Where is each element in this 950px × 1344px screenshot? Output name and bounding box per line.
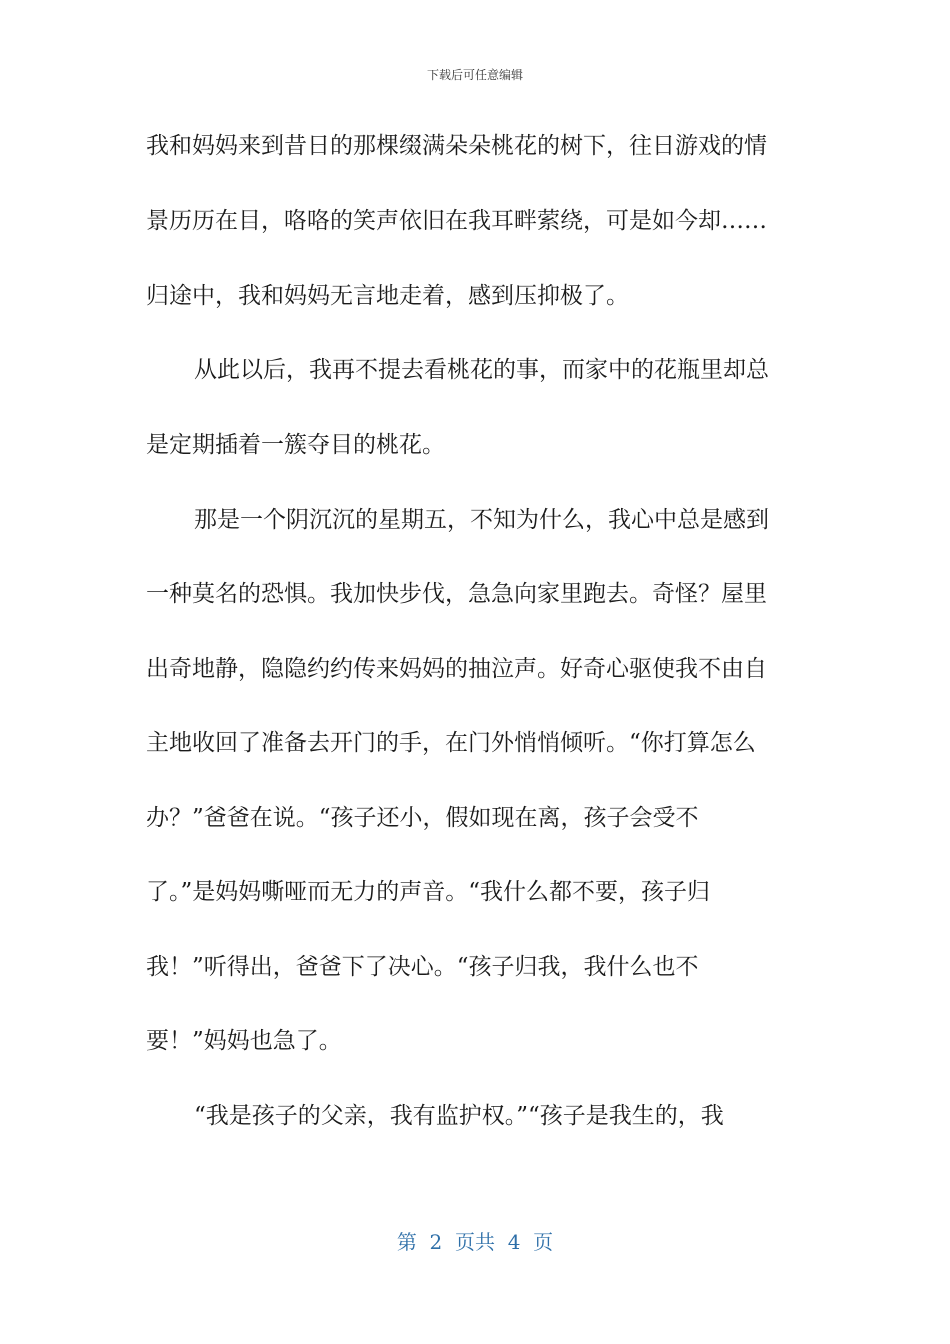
text-line: 归途中，我和妈妈无言地走着，感到压抑极了。 (146, 283, 629, 309)
paragraph-first-line: 从此以后，我再不提去看桃花的事，而家中的花瓶里却总 (194, 357, 769, 383)
text-line: 要！”妈妈也急了。 (146, 1028, 342, 1054)
text-line: 出奇地静，隐隐约约传来妈妈的抽泣声。好奇心驱使我不由自 (146, 656, 767, 682)
text-line: 了。”是妈妈嘶哑而无力的声音。“我什么都不要，孩子归 (146, 879, 711, 905)
page-footer: 第 2 页共 4 页 (396, 1230, 554, 1254)
page-header: 下载后可任意编辑 (426, 68, 523, 82)
text-line: 主地收回了准备去开门的手，在门外悄悄倾听。“你打算怎么 (146, 730, 756, 756)
text-line: 我！”听得出，爸爸下了决心。“孩子归我，我什么也不 (146, 954, 699, 980)
paragraph-first-line: “我是孩子的父亲，我有监护权。”“孩子是我生的，我 (194, 1103, 724, 1129)
text-line: 是定期插着一簇夺目的桃花。 (146, 432, 445, 458)
paragraph-first-line: 那是一个阴沉沉的星期五，不知为什么，我心中总是感到 (194, 507, 769, 533)
text-line: 景历历在目，咯咯的笑声依旧在我耳畔萦绕，可是如今却…… (146, 208, 767, 234)
text-line: 我和妈妈来到昔日的那棵缀满朵朵桃花的树下，往日游戏的情 (146, 133, 767, 159)
text-line: 一种莫名的恐惧。我加快步伐，急急向家里跑去。奇怪？屋里 (146, 581, 767, 607)
text-line: 办？”爸爸在说。“孩子还小，假如现在离，孩子会受不 (146, 805, 699, 831)
